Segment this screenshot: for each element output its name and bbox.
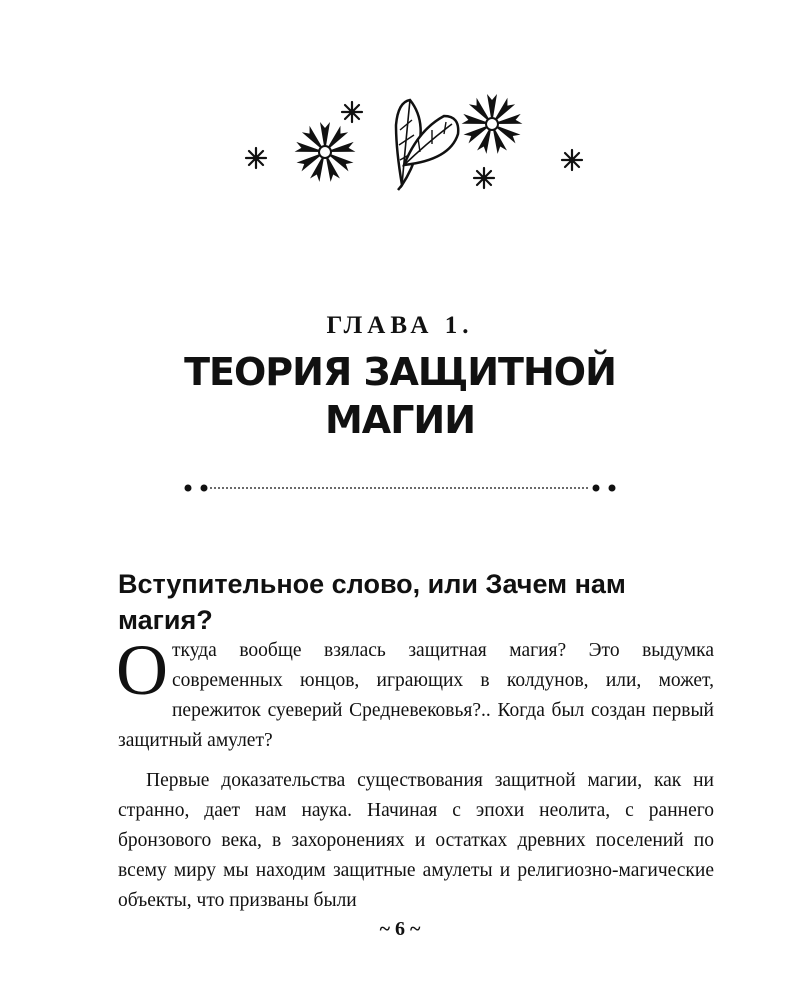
- body-text: [116, 630, 714, 926]
- section-heading: Вступительное слово, или Зачем нам магия?: [118, 569, 626, 635]
- paragraph-2: Первые доказательства существования защитной магии, как ни странно, дает нам наука. Начиная с эпохи неолита, с раннего бронзового века, в захоронениях и остатках древних поселений по всему миру мы находим защитные амулеты и религиозно-магические объекты, что призваны были: [118, 770, 714, 911]
- snowflake-icon: [342, 102, 362, 122]
- snowflake-icon: [562, 150, 582, 170]
- chapter-title: [0, 348, 800, 444]
- chapter-label: ГЛАВА 1.: [326, 312, 474, 339]
- snowflake-icon: [246, 148, 266, 168]
- page-number: ~ 6 ~: [379, 918, 421, 940]
- drop-cap: О: [116, 630, 168, 710]
- paragraph-1-text: ткуда вообще взялась защитная магия? Это выдумка современных юнцов, играющих в колдунов, или, может, пережиток суеверий Средневековья?.. Когда был создан первый защитный амулет?: [118, 640, 714, 751]
- header-ornament: [0, 90, 800, 200]
- flower-icon: [462, 94, 523, 154]
- snowflake-icon: [474, 168, 494, 188]
- flower-icon: [295, 122, 356, 182]
- paragraph-1: [116, 630, 714, 756]
- chapter-title-line-2: МАГИИ: [324, 398, 476, 442]
- chapter-title-line-1: ТЕОРИЯ ЗАЩИТНОЙ: [184, 350, 616, 394]
- dotted-divider: [180, 478, 620, 498]
- leaf-heart-icon: [396, 100, 458, 190]
